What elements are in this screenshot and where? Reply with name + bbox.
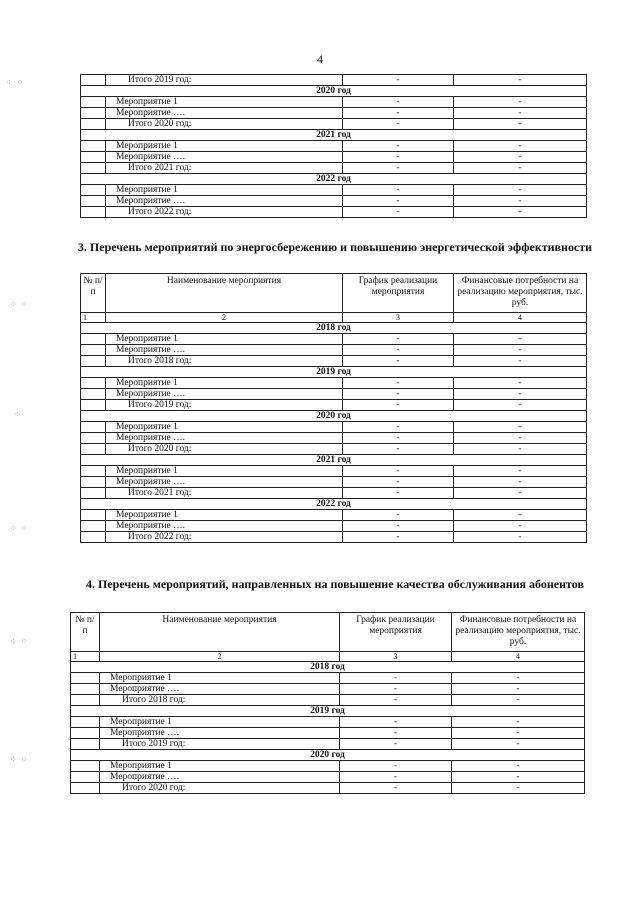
table-cell: Мероприятие 1 xyxy=(100,761,340,772)
table-row xyxy=(81,196,587,207)
table-cell: Мероприятие 1 xyxy=(106,510,343,521)
table-row xyxy=(71,761,585,772)
table-cell: - xyxy=(454,466,587,477)
table-cell: 2022 год xyxy=(81,174,587,185)
table-cell xyxy=(81,532,106,543)
table-cell: Мероприятие …. xyxy=(106,477,343,488)
table-cell: Финансовые потребности на реализацию мероприятия, тыс. руб. xyxy=(452,613,585,652)
table-cell: - xyxy=(343,389,454,400)
table-cell xyxy=(71,783,100,794)
table-cell: - xyxy=(340,673,452,684)
table-cell xyxy=(81,207,106,218)
table-cell xyxy=(81,75,106,86)
table-cell: - xyxy=(343,400,454,411)
table-cell: Финансовые потребности на реализацию мероприятия, тыс. руб. xyxy=(454,274,587,313)
scan-artifact: ⁘ ⁘ xyxy=(10,524,29,533)
table-cell: 4 xyxy=(454,313,587,323)
table-cell: - xyxy=(454,152,587,163)
table-row xyxy=(81,444,587,455)
table-continuation xyxy=(80,74,587,218)
table-cell: Мероприятие …. xyxy=(100,728,340,739)
table-row xyxy=(81,466,587,477)
table-cell xyxy=(71,739,100,750)
table-cell xyxy=(71,728,100,739)
table-cell xyxy=(71,684,100,695)
table-cell: - xyxy=(454,75,587,86)
table-row xyxy=(81,378,587,389)
table-cell: - xyxy=(452,673,585,684)
table-cell: - xyxy=(454,196,587,207)
table-cell: - xyxy=(343,433,454,444)
table-cell: - xyxy=(454,422,587,433)
table-row xyxy=(81,334,587,345)
table-cell: - xyxy=(454,345,587,356)
table-cell: Мероприятие 1 xyxy=(106,378,343,389)
table-row xyxy=(81,477,587,488)
table-row xyxy=(71,728,585,739)
table-cell: - xyxy=(452,695,585,706)
table-cell xyxy=(81,477,106,488)
table-header-row xyxy=(71,613,585,652)
table-cell: - xyxy=(340,783,452,794)
table-row xyxy=(81,521,587,532)
table-cell: Мероприятие …. xyxy=(106,108,343,119)
table-row xyxy=(81,75,587,86)
table-row xyxy=(71,717,585,728)
table-cell: - xyxy=(454,108,587,119)
table-cell xyxy=(81,108,106,119)
table-cell xyxy=(71,673,100,684)
table-cell: Итого 2020 год: xyxy=(106,444,343,455)
table-cell: Итого 2018 год: xyxy=(106,356,343,367)
table-cell: Итого 2019 год: xyxy=(106,75,343,86)
table-cell: - xyxy=(343,356,454,367)
table-cell: - xyxy=(454,185,587,196)
table-row xyxy=(71,673,585,684)
table-cell xyxy=(81,152,106,163)
table-cell: Итого 2020 год: xyxy=(100,783,340,794)
table-cell: 1 xyxy=(81,313,106,323)
table-cell: № п/п xyxy=(81,274,106,313)
table-cell: Мероприятие …. xyxy=(106,389,343,400)
table-cell: Итого 2019 год: xyxy=(106,400,343,411)
table-cell: - xyxy=(343,334,454,345)
table-cell: - xyxy=(454,141,587,152)
table-cell: - xyxy=(343,378,454,389)
table-cell: 4 xyxy=(452,652,585,662)
table-cell: Мероприятие …. xyxy=(100,772,340,783)
table-cell xyxy=(81,119,106,130)
table-cell: - xyxy=(454,378,587,389)
table-cell: - xyxy=(454,334,587,345)
table-cell: - xyxy=(343,466,454,477)
table-cell xyxy=(81,356,106,367)
table-cell xyxy=(71,717,100,728)
year-row xyxy=(71,750,585,761)
table-row xyxy=(81,185,587,196)
table-cell: - xyxy=(452,761,585,772)
table-cell: - xyxy=(454,444,587,455)
table-cell: 2021 год xyxy=(81,455,587,466)
table-cell: 2019 год xyxy=(81,367,587,378)
table-cell xyxy=(81,488,106,499)
table-row xyxy=(81,488,587,499)
table-cell: - xyxy=(343,510,454,521)
table-cell: - xyxy=(343,119,454,130)
table-cell: Мероприятие …. xyxy=(106,521,343,532)
table-section-3 xyxy=(80,273,587,543)
table-cell xyxy=(71,695,100,706)
table-row xyxy=(81,97,587,108)
table-cell: 2019 год xyxy=(71,706,585,717)
table-row xyxy=(71,739,585,750)
table-cell xyxy=(81,510,106,521)
year-row xyxy=(81,499,587,510)
table-cell xyxy=(81,141,106,152)
table-cell: - xyxy=(340,728,452,739)
table-cell: 3 xyxy=(340,652,452,662)
year-row xyxy=(81,367,587,378)
table-row xyxy=(71,783,585,794)
table-cell xyxy=(81,378,106,389)
year-row xyxy=(71,662,585,673)
table-cell: 2018 год xyxy=(81,323,587,334)
year-row xyxy=(71,706,585,717)
table-cell: - xyxy=(452,717,585,728)
table-cell: - xyxy=(454,400,587,411)
table-cell xyxy=(81,389,106,400)
table-row xyxy=(81,389,587,400)
table-cell: Итого 2020 год: xyxy=(106,119,343,130)
table-cell: - xyxy=(340,772,452,783)
table-cell: 2 xyxy=(106,313,343,323)
table-cell: 1 xyxy=(71,652,100,662)
table-cell xyxy=(81,97,106,108)
table-cell: Итого 2022 год: xyxy=(106,532,343,543)
table-cell: - xyxy=(454,433,587,444)
table-cell xyxy=(81,163,106,174)
table-row xyxy=(81,141,587,152)
table-cell: - xyxy=(340,761,452,772)
scan-artifact: ⁘ ⁘ xyxy=(10,637,29,646)
table-cell xyxy=(81,196,106,207)
table-cell: - xyxy=(340,684,452,695)
table-cell: - xyxy=(454,510,587,521)
table-cell xyxy=(81,345,106,356)
table-row xyxy=(71,684,585,695)
table-cell: Мероприятие 1 xyxy=(106,185,343,196)
year-row xyxy=(81,323,587,334)
table-row xyxy=(71,772,585,783)
table-row xyxy=(81,433,587,444)
table-cell: - xyxy=(343,532,454,543)
table-row xyxy=(81,207,587,218)
table-row xyxy=(81,152,587,163)
table-cell: Мероприятие …. xyxy=(106,345,343,356)
scan-artifact: ⁘ ⁘ xyxy=(10,755,29,764)
table-cell: Мероприятие 1 xyxy=(106,334,343,345)
table-cell xyxy=(71,772,100,783)
year-row xyxy=(81,174,587,185)
table-cell: - xyxy=(452,739,585,750)
table-cell: - xyxy=(340,717,452,728)
table-cell: - xyxy=(343,488,454,499)
table-cell: Наименование мероприятия xyxy=(100,613,340,652)
table-cell: - xyxy=(340,695,452,706)
table-cell: - xyxy=(343,75,454,86)
table-cell: Наименование мероприятия xyxy=(106,274,343,313)
table-section-4 xyxy=(70,612,585,794)
table-row xyxy=(81,400,587,411)
table-cell: Мероприятие 1 xyxy=(100,717,340,728)
table-cell: - xyxy=(454,119,587,130)
table-cell: - xyxy=(343,163,454,174)
table-header-row xyxy=(81,274,587,313)
table-cell: 2022 год xyxy=(81,499,587,510)
table-cell: - xyxy=(454,389,587,400)
table-cell: - xyxy=(343,141,454,152)
table-cell: - xyxy=(340,739,452,750)
section-3-title: 3. Перечень мероприятий по энергосбережению и повышению энергетической эффективности xyxy=(77,240,593,254)
table-cell: - xyxy=(454,521,587,532)
year-row xyxy=(81,455,587,466)
table-cell: Мероприятие …. xyxy=(100,684,340,695)
table-cell: - xyxy=(454,163,587,174)
table-cell: - xyxy=(343,185,454,196)
table-cell: - xyxy=(452,772,585,783)
table-cell: - xyxy=(452,783,585,794)
table-cell: Итого 2019 год: xyxy=(100,739,340,750)
table-cell: - xyxy=(454,207,587,218)
table-cell: Мероприятие 1 xyxy=(106,97,343,108)
table-cell: 2021 год xyxy=(81,130,587,141)
table-cell xyxy=(81,521,106,532)
table-cell: - xyxy=(343,207,454,218)
scan-artifact: ⁘ ⁘ xyxy=(10,300,29,309)
table-cell: Мероприятие …. xyxy=(106,433,343,444)
table-cell: Мероприятие …. xyxy=(106,152,343,163)
table-cell: - xyxy=(454,97,587,108)
table-cell: - xyxy=(343,97,454,108)
table-cell xyxy=(81,400,106,411)
table-cell: - xyxy=(454,477,587,488)
table-cell: Мероприятие 1 xyxy=(106,466,343,477)
table-cell: - xyxy=(454,356,587,367)
table-cell: 3 xyxy=(343,313,454,323)
page-number: 4 xyxy=(317,52,323,66)
table-row xyxy=(81,356,587,367)
table-cell xyxy=(81,444,106,455)
table-cell: Итого 2018 год: xyxy=(100,695,340,706)
scan-artifact: ⁘ xyxy=(14,410,22,419)
table-cell: № п/п xyxy=(71,613,100,652)
table-cell: 2 xyxy=(100,652,340,662)
table-cell: - xyxy=(454,532,587,543)
table-cell: Мероприятие 1 xyxy=(100,673,340,684)
column-number-row xyxy=(81,313,587,323)
table-cell xyxy=(81,433,106,444)
table-cell: Мероприятие 1 xyxy=(106,141,343,152)
table-cell xyxy=(81,185,106,196)
table-row xyxy=(81,532,587,543)
table-row xyxy=(81,510,587,521)
table-cell: - xyxy=(343,521,454,532)
table-cell xyxy=(81,334,106,345)
table-row xyxy=(81,345,587,356)
table-cell: График реализации мероприятия xyxy=(340,613,452,652)
table-cell: - xyxy=(343,196,454,207)
table-row xyxy=(81,119,587,130)
table-cell: - xyxy=(343,444,454,455)
year-row xyxy=(81,86,587,97)
table-cell: - xyxy=(454,488,587,499)
table-row xyxy=(81,108,587,119)
table-cell: - xyxy=(452,684,585,695)
table-cell: - xyxy=(343,477,454,488)
table-cell: 2020 год xyxy=(81,411,587,422)
table-cell xyxy=(81,466,106,477)
table-cell: Мероприятие 1 xyxy=(106,422,343,433)
table-cell: Итого 2022 год: xyxy=(106,207,343,218)
year-row xyxy=(81,411,587,422)
table-cell: Мероприятие …. xyxy=(106,196,343,207)
table-row xyxy=(81,163,587,174)
table-cell: - xyxy=(343,345,454,356)
table-cell: 2020 год xyxy=(81,86,587,97)
table-cell: Итого 2021 год: xyxy=(106,488,343,499)
table-row xyxy=(71,695,585,706)
table-cell: 2020 год xyxy=(71,750,585,761)
column-number-row xyxy=(71,652,585,662)
table-cell: - xyxy=(343,422,454,433)
table-row xyxy=(81,422,587,433)
section-4-title: 4. Перечень мероприятий, направленных на повышение качества обслуживания абонентов xyxy=(86,577,584,591)
table-cell: График реализации мероприятия xyxy=(343,274,454,313)
table-cell: - xyxy=(452,728,585,739)
table-cell xyxy=(81,422,106,433)
table-cell xyxy=(71,761,100,772)
scan-artifact: ⁘ ⁘ xyxy=(6,78,25,87)
year-row xyxy=(81,130,587,141)
table-cell: Итого 2021 год: xyxy=(106,163,343,174)
table-cell: 2018 год xyxy=(71,662,585,673)
table-cell: - xyxy=(343,152,454,163)
table-cell: - xyxy=(343,108,454,119)
